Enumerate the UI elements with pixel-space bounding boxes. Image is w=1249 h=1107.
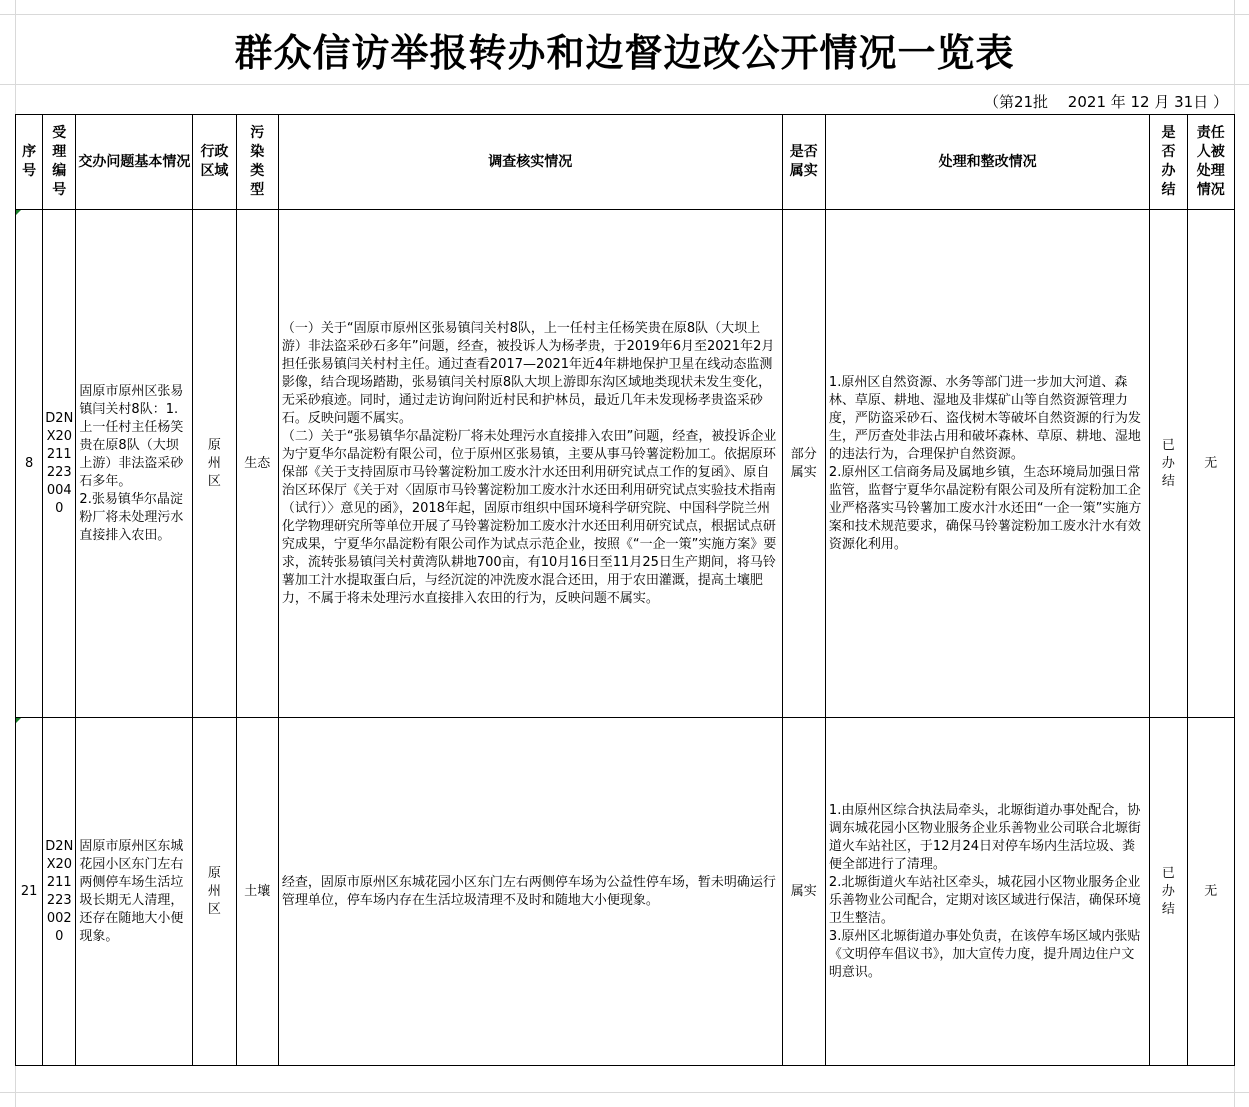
cell-accountability: 无 xyxy=(1187,210,1234,718)
cell-closed: 已办结 xyxy=(1150,210,1187,718)
cell-investigation: （一）关于“固原市原州区张易镇闫关村8队，上一任村主任杨笑贵在原8队（大坝上游）非法盗采砂石多年”问题，经查，被投诉人为杨孝贵，于2019年6月至2021年2月担任张易镇闫关村村主任。通过查看2017—2021年近4年耕地保护卫星在线动态监测影像，结合现场踏勘，张易镇闫关村原8队大坝上游即东沟区域地类现状未发生变化，无采砂痕迹。同时，通过走访询问附近村民和护林员，最近几年未发现杨孝贵盗采砂石。反映问题不属实。 （二）关于“张易镇华尔晶淀粉厂将未处理污水直接排入农田”问题，经查，被投诉企业为宁夏华尔晶淀粉有限公司，位于原州区张易镇，主要从事马铃薯淀粉加工。依据原环保部《关于支持固原市马铃薯淀粉加工废水汁水还田利用研究试点工作的复函》、原自治区环保厅《关于对〈固原市马铃薯淀粉加工废水汁水还田利用研究试点实验技术指南（试行）〉意见的函》，2018年起，固原市组织中国环境科学研究院、中国科学院兰州化学物理研究所等单位开展了马铃薯淀粉加工废水汁水还田利用研究试点，根据试点研究成果，宁夏华尔晶淀粉有限公司作为试点示范企业，按照《“一企一策”实施方案》要求，流转张易镇闫关村黄湾队耕地700亩，有10月16日至11月25日生产期间，将马铃薯加工汁水提取蛋白后，与经沉淀的冲洗废水混合还田，用于农田灌溉，提高土壤肥力，不属于将未处理污水直接排入农田的行为，反映问题不属实。 xyxy=(278,210,782,718)
cell-region: 原州区 xyxy=(193,210,236,718)
report-table xyxy=(15,114,1235,1066)
cell-is-true: 部分属实 xyxy=(782,210,825,718)
header-accountability: 责任人被处理情况 xyxy=(1187,115,1234,210)
cell-investigation: 经查，固原市原州区东城花园小区东门左右两侧停车场为公益性停车场，暂未明确运行管理单位，停车场内存在生活垃圾清理不及时和随地大小便现象。 xyxy=(278,718,782,1066)
cell-problem: 固原市原州区张易镇闫关村8队：1.上一任村主任杨笑贵在原8队（大坝上游）非法盗采砂石多年。 2.张易镇华尔晶淀粉厂将未处理污水直接排入农田。 xyxy=(76,210,193,718)
header-case-no: 受理编号 xyxy=(43,115,76,210)
cell-problem: 固原市原州区东城花园小区东门左右两侧停车场生活垃圾长期无人清理，还存在随地大小便现象。 xyxy=(76,718,193,1066)
cell-case-no: D2NX202112230040 xyxy=(43,210,76,718)
header-seq: 序号 xyxy=(16,115,43,210)
table-row xyxy=(16,210,1235,718)
table-row xyxy=(16,718,1235,1066)
cell-pollution: 土壤 xyxy=(236,718,278,1066)
header-pollution: 污染类型 xyxy=(236,115,278,210)
cell-seq: 21 xyxy=(16,718,43,1066)
cell-case-no: D2NX202112230020 xyxy=(43,718,76,1066)
header-investigation: 调查核实情况 xyxy=(278,115,782,210)
cell-handling: 1.由原州区综合执法局牵头，北塬街道办事处配合，协调东城花园小区物业服务企业乐善物业公司联合北塬街道火车站社区，于12月24日对停车场内生活垃圾、粪便全部进行了清理。 2.北塬街道火车站社区牵头，城花园小区物业服务企业乐善物业公司配合，定期对该区域进行保洁，确保环境卫生整洁。 3.原州区北塬街道办事处负责，在该停车场区域内张贴《文明停车倡议书》，加大宣传力度，提升周边住户文明意识。 xyxy=(825,718,1149,1066)
cell-seq: 8 xyxy=(16,210,43,718)
header-closed: 是否办结 xyxy=(1150,115,1187,210)
grid-line xyxy=(0,1092,1249,1093)
cell-closed: 已办结 xyxy=(1150,718,1187,1066)
header-handling: 处理和整改情况 xyxy=(825,115,1149,210)
grid-line xyxy=(0,84,1249,85)
header-problem: 交办问题基本情况 xyxy=(76,115,193,210)
page-title: 群众信访举报转办和边督边改公开情况一览表 xyxy=(234,29,1015,75)
cell-pollution: 生态 xyxy=(236,210,278,718)
header-is-true: 是否属实 xyxy=(782,115,825,210)
cell-accountability: 无 xyxy=(1187,718,1234,1066)
batch-date-text: （第21批 2021 年 12 月 31日 ） xyxy=(983,92,1228,111)
header-row xyxy=(16,115,1235,210)
cell-is-true: 属实 xyxy=(782,718,825,1066)
cell-handling: 1.原州区自然资源、水务等部门进一步加大河道、森林、草原、耕地、湿地及非煤矿山等自然资源管理力度，严防盗采砂石、盗伐树木等破坏自然资源的行为发生，严厉查处非法占用和破坏森林、草原、耕地、湿地的违法行为，合理保护自然资源。 2.原州区工信商务局及属地乡镇，生态环境局加强日常监管，监督宁夏华尔晶淀粉有限公司及所有淀粉加工企业严格落实马铃薯加工废水汁水还田“一企一策”实施方案和技术规范要求，确保马铃薯淀粉加工废水汁水有效资源化利用。 xyxy=(825,210,1149,718)
cell-region: 原州区 xyxy=(193,718,236,1066)
header-region: 行政区域 xyxy=(193,115,236,210)
batch-date xyxy=(15,88,1228,114)
